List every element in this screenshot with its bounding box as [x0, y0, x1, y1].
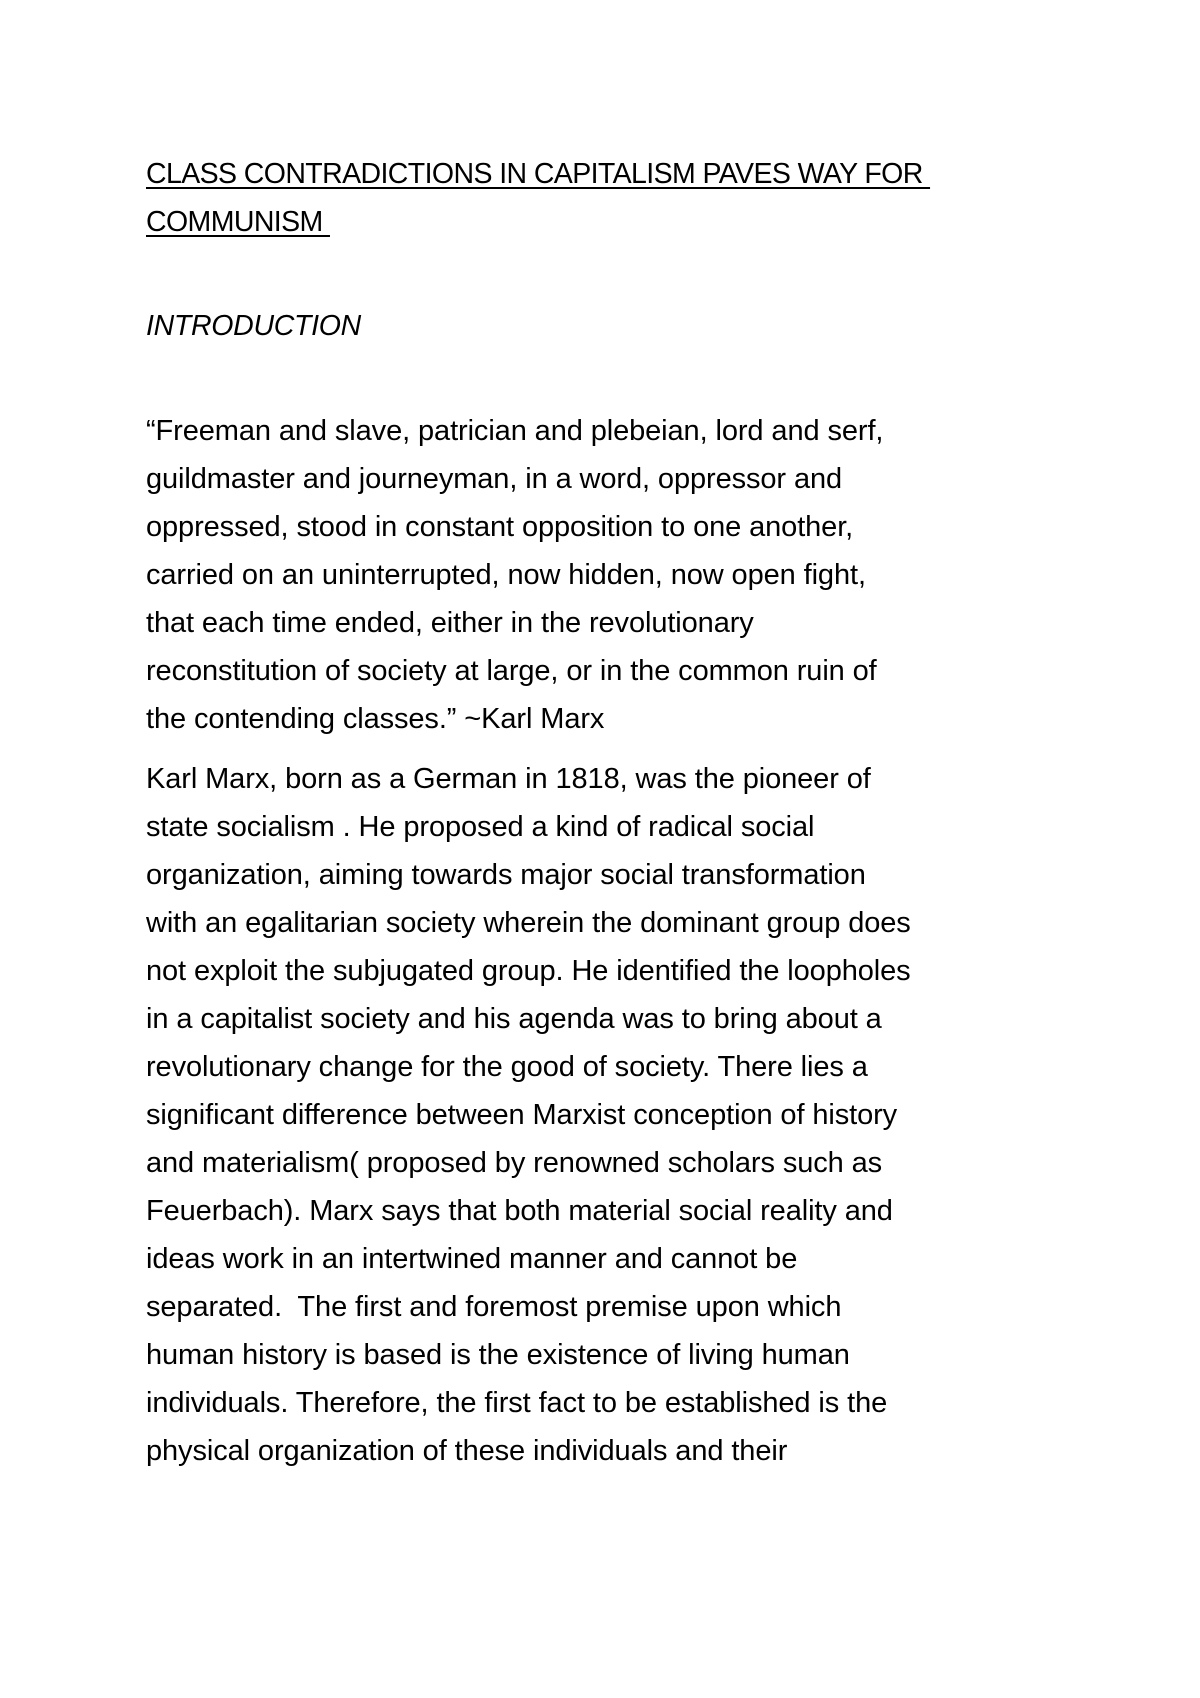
- body-line: individuals. Therefore, the first fact to be established is the: [146, 1387, 888, 1419]
- body-line: state socialism . He proposed a kind of radical social: [146, 811, 815, 843]
- body-line: human history is based is the existence of living human: [146, 1339, 850, 1371]
- title-line: COMMUNISM: [146, 206, 330, 238]
- quote-line: carried on an uninterrupted, now hidden, now open fight,: [146, 559, 866, 591]
- marx-quote: [146, 407, 1066, 743]
- body-line: with an egalitarian society wherein the dominant group does: [146, 907, 911, 939]
- body-line: and materialism( proposed by renowned scholars such as: [146, 1147, 883, 1179]
- quote-line: reconstitution of society at large, or in the common ruin of: [146, 655, 877, 687]
- body-line: Karl Marx, born as a German in 1818, was the pioneer of: [146, 763, 871, 795]
- body-line: Feuerbach). Marx says that both material social reality and: [146, 1195, 893, 1227]
- section-heading: INTRODUCTION: [146, 310, 361, 342]
- body-line: ideas work in an intertwined manner and cannot be: [146, 1243, 798, 1275]
- body-line: separated. The first and foremost premise upon which: [146, 1291, 842, 1323]
- quote-line: oppressed, stood in constant opposition to one another,: [146, 511, 854, 543]
- body-line: organization, aiming towards major social transformation: [146, 859, 866, 891]
- body-paragraph: [146, 755, 1066, 1475]
- quote-line: “Freeman and slave, patrician and plebeian, lord and serf,: [146, 415, 884, 447]
- quote-line: that each time ended, either in the revolutionary: [146, 607, 754, 639]
- body-line: not exploit the subjugated group. He identified the loopholes: [146, 955, 911, 987]
- body-line: in a capitalist society and his agenda was to bring about a: [146, 1003, 882, 1035]
- document-title: [146, 150, 1066, 246]
- title-line: CLASS CONTRADICTIONS IN CAPITALISM PAVES WAY FOR: [146, 158, 931, 190]
- body-line: revolutionary change for the good of society. There lies a: [146, 1051, 868, 1083]
- body-line: physical organization of these individuals and their: [146, 1435, 788, 1467]
- quote-line: guildmaster and journeyman, in a word, oppressor and: [146, 463, 843, 495]
- document-body: [146, 150, 1066, 1475]
- body-line: significant difference between Marxist conception of history: [146, 1099, 898, 1131]
- quote-line: the contending classes.” ~Karl Marx: [146, 703, 605, 735]
